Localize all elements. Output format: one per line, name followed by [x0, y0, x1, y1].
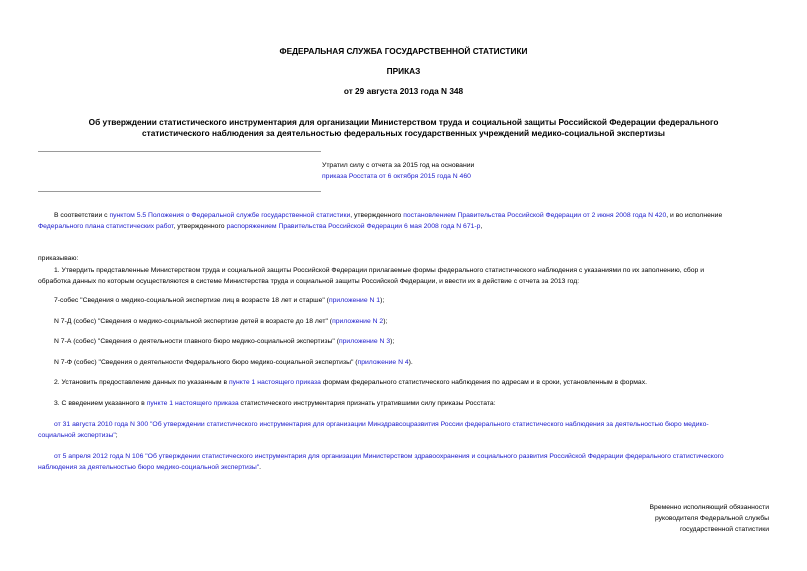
form-end: ); [380, 297, 385, 304]
item-2 [54, 377, 647, 388]
preamble-text-4: , утвержденного [173, 223, 227, 230]
repealed-order-link[interactable]: от 31 августа 2010 года N 300 "Об утверждении статистического инструментария для организации Минздравсоцразвития России федерального статистического наблюдения за деятельностью бюро медико- [54, 421, 709, 428]
form-appendix-link[interactable]: приложение N 3 [338, 338, 391, 345]
repealed-order-end: . [259, 464, 262, 471]
preamble-text-5: , [480, 223, 483, 230]
item-1-line2: обработка данных по которым осуществляются в системе Министерства труда и социальной защиты Российской Федерации, и ввести их в действие с отчета за 2013 год: [38, 278, 580, 285]
form-item [54, 336, 394, 347]
repealed-order-line2 [38, 430, 118, 441]
repealed-order-link[interactable]: наблюдения за деятельностью бюро медико-социальной экспертизы" [38, 464, 260, 471]
form-item [54, 357, 413, 368]
form-appendix-link[interactable]: приложение N 2 [332, 318, 384, 325]
preamble-text-3: , и во исполнение [666, 212, 723, 219]
status-note-link[interactable]: приказа Росстата от 6 октября 2015 года N 460 [322, 173, 471, 180]
signature-block [650, 502, 770, 535]
preamble-link-decree[interactable]: постановлением Правительства Российской Федерации от 2 июня 2008 года N 420 [403, 212, 667, 219]
agency-name: ФЕДЕРАЛЬНАЯ СЛУЖБА ГОСУДАРСТВЕННОЙ СТАТИСТИКИ [279, 46, 528, 56]
preamble-link-order[interactable]: распоряжением Правительства Российской Федерации 6 мая 2008 года N 671-р [226, 223, 481, 230]
form-item [54, 295, 384, 306]
item-3-link[interactable]: пункте 1 настоящего приказа [146, 400, 239, 407]
order-word: приказываю: [38, 255, 79, 262]
signature-line1: Временно исполняющий обязанности [649, 504, 769, 511]
status-note-text: Утратил силу с отчета за 2015 год на основании [322, 162, 475, 169]
repealed-order-line2 [38, 462, 261, 473]
order-title-line1: Об утверждении статистического инструментария для организации Министерством труда и социальной защиты Российской Федерации федерального [88, 117, 719, 127]
signature-line3: государственной статистики [679, 526, 769, 533]
order-title [0, 117, 807, 139]
item-1: 1. Утвердить представленные Министерством труда и социальной защиты Российской Федерации прилагаемые формы федерального статистического наблюдения с указаниями по их заполнению, сбор и [54, 267, 705, 274]
repealed-order-link[interactable]: социальной экспертизы" [38, 432, 116, 439]
form-end: ). [408, 359, 413, 366]
item-3 [54, 398, 496, 409]
divider-top [38, 151, 321, 152]
order-date: от 29 августа 2013 года N 348 [343, 86, 464, 96]
divider-bottom [38, 191, 321, 192]
repealed-order-link[interactable]: от 5 апреля 2012 года N 106 "Об утверждении статистического инструментария для организации Министерством здравоохранения и социального развития Российской Федерации федерального статистического [54, 453, 724, 460]
form-appendix-link[interactable]: приложение N 1 [328, 297, 381, 304]
form-text: N 7-А (собес) "Сведения о деятельности главного бюро медико-социальной экспертизы" ( [54, 338, 339, 345]
form-appendix-link[interactable]: приложение N 4 [357, 359, 409, 366]
form-end: ); [390, 338, 395, 345]
status-note [322, 160, 474, 182]
item-2-link[interactable]: пункте 1 настоящего приказа [228, 379, 321, 386]
item-3-text-b: статистического инструментария признать утратившими силу приказы Росстата: [238, 400, 496, 407]
form-text: 7-собес "Сведения о медико-социальной экспертизе лиц в возрасте 18 лет и старше" ( [54, 297, 329, 304]
form-end: ); [383, 318, 388, 325]
preamble-text-2: , утвержденного [350, 212, 404, 219]
preamble-line2 [38, 221, 482, 232]
form-item [54, 316, 387, 327]
order-title-line2: статистического наблюдения за деятельностью федеральных государственных учреждений медико-социальной экспертизы [142, 128, 665, 138]
preamble [54, 210, 722, 221]
repealed-order [54, 451, 724, 462]
signature-line2: руководителя Федеральной службы [654, 515, 769, 522]
preamble-text-1: В соответствии с [54, 212, 110, 219]
form-text: N 7-Д (собес) "Сведения о медико-социальной экспертизе детей в возрасте до 18 лет" ( [54, 318, 333, 325]
preamble-link-regulation[interactable]: пунктом 5.5 Положения о Федеральной службе государственной статистики [109, 212, 351, 219]
doc-type: ПРИКАЗ [386, 66, 421, 76]
repealed-order [54, 419, 709, 430]
item-2-text-a: 2. Установить предоставление данных по указанным в [54, 379, 229, 386]
form-text: N 7-Ф (собес) "Сведения о деятельности Федерального бюро медико-социальной экспертизы" ( [54, 359, 358, 366]
item-2-text-b: формам федерального статистического наблюдения по адресам и в сроки, установленным в формах. [320, 379, 647, 386]
item-3-text-a: 3. С введением указанного в [54, 400, 147, 407]
repealed-order-end: ; [115, 432, 118, 439]
preamble-link-plan[interactable]: Федерального плана статистических работ [38, 223, 174, 230]
